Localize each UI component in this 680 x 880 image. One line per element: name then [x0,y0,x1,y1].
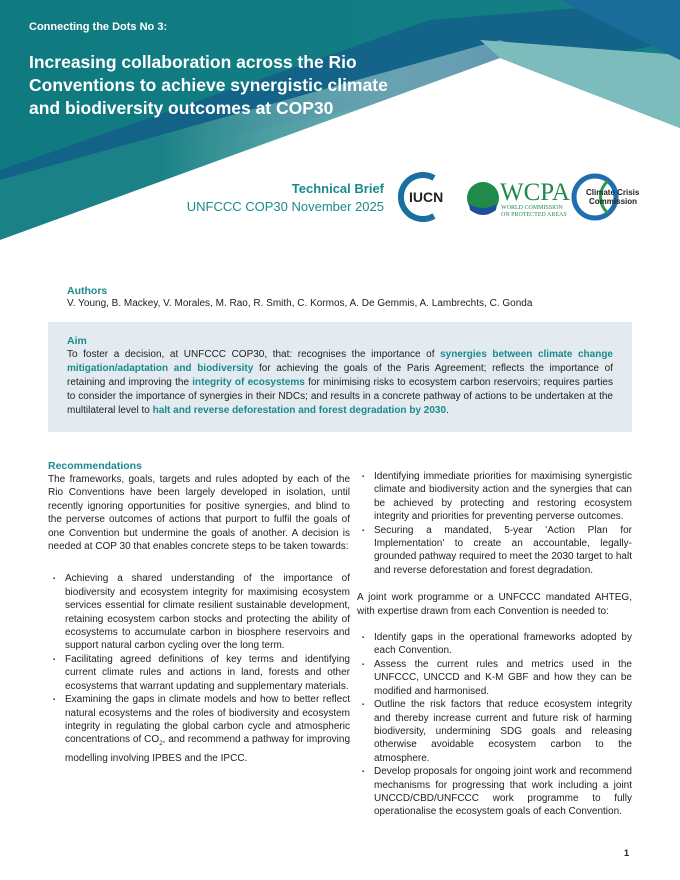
list-item: ▪ Assess the current rules and metrics used in the UNFCCC, UNCCD and K-M GBF and how they can be modified and harmonised. [357,658,632,698]
aim-heading: Aim [67,335,87,347]
list-item: ▪ Identify gaps in the operational frameworks adopted by each Convention. [357,631,632,658]
list-item: ▪ Achieving a shared understanding of the importance of biodiversity and ecosystem integrity for maximising ecosystem services essential for climate resilient sustainable development, retaining ecosystem carbon stocks and protecting the ability of ecosystems to accumulate carbon in biosphere reservoirs and support natural carbon cycling over the long term. [48,572,350,652]
recommendations-heading: Recommendations [48,460,142,472]
list-item: ▪ Examining the gaps in climate models and how to better reflect natural ecosystems and the roles of biodiversity and ecosystem integrity in regulating the global carbon cycle and atmospheric concentrations of $CO_2$, and recommend a pathway for improving modelling involving IPBES and the IPCC. [48,693,350,765]
list-item: ▪ Develop proposals for ongoing joint work and recommend mechanisms for progressing that work including a joint UNCCD/CBD/UNFCCC work programme to fully operationalise the ecosystem goals of each Convention. [357,765,632,819]
aim-box [48,322,632,432]
event-label: UNFCCC COP30 November 2025 [186,199,384,214]
wcpa-logo: WCPA WORLD COMMISSION ON PROTECTED AREAS [466,172,591,222]
aim-text: To foster a decision, at UNFCCC COP30, that: recognises the importance of synergies between climate change mitigation/adaptation and biodiversity for achieving the goals of the Paris Agreement; reflects the importance of retaining and improving the integrity of ecosystems for minimising risks to ecosystem carbon reservoirs; requires parties to consider the importance of synergies in their NDCs; and results in a concrete pathway of actions to be undertaken at the multilateral level to halt and reverse deforestation and forest degradation by 2030. [67,349,613,416]
list-item: ▪ Facilitating agreed definitions of key terms and identifying current climate rules and actions in land, forests and other ecosystems that warrant updating and supplementary materials. [48,653,350,693]
iucn-logo: IUCN [398,172,450,222]
authors-list: V. Young, B. Mackey, V. Morales, M. Rao, R. Smith, C. Kormos, A. De Gemmis, A. Lambrechts, C. Gonda [67,298,533,309]
list-item: ▪ Securing a mandated, 5-year 'Action Plan for Implementation' to create an accountable, legally-grounded pathway required to meet the 2030 target to halt and reverse deforestation and forest degradation. [357,524,632,578]
page-number: 1 [624,848,630,858]
climate-crisis-commission-logo: Climate Crisis Commission [570,172,670,222]
page-title: Increasing collaboration across the Rio Conventions to achieve synergistic climate and biodiversity outcomes at COP30 [29,52,388,118]
series-label: Connecting the Dots No 3: [29,21,168,33]
recommendations-intro: The frameworks, goals, targets and rules adopted by each of the Rio Conventions have been largely developed in isolation, until recently ignoring opportunities for positive synergies, and blind to the perverse outcomes of actions that purport to fulfil the goals of one Convention but undermine the goals of another. A decision is needed at COP 30 that enables concrete steps to be taken towards: [48,474,350,553]
authors-heading: Authors [67,285,108,297]
right-column [357,470,632,819]
list-item: ▪ Outline the risk factors that reduce ecosystem integrity and thereby increase current and future risk of harming biodiversity, undermining SDG goals and releasing otherwise avoidable ecosystem carbon to the atmosphere. [357,698,632,765]
list-item: ▪ Identifying immediate priorities for maximising synergistic climate and biodiversity action and the synergies that can be achieved by protecting and restoring ecosystem integrity and priorities for preventing perverse outcomes. [357,470,632,524]
brief-type: Technical Brief [291,181,384,196]
left-column [48,460,350,765]
joint-programme-text: A joint work programme or a UNFCCC mandated AHTEG, with expertise drawn from each Convention is needed to: [357,592,632,617]
